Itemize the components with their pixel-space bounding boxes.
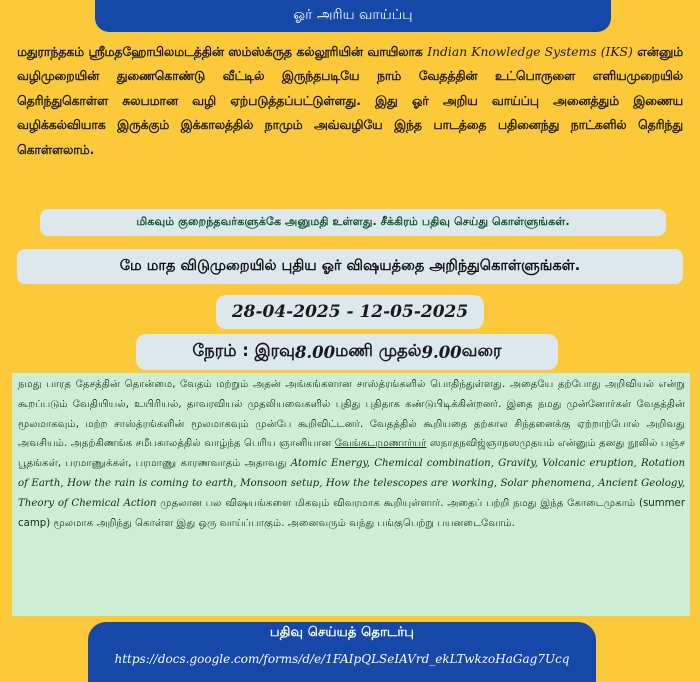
limited-seats-note: மிகவும் குறைந்தவர்களுக்கே அனுமதி உள்ளது. சீக்கிரம் பதிவு செய்து கொள்ளுங்கள். — [40, 209, 666, 236]
time-start: 8.00 — [294, 342, 336, 362]
banner-title: ஓர் அரிய வாய்ப்பு — [293, 7, 413, 23]
registration-title: பதிவு செய்யத் தொடர்பு — [269, 625, 415, 640]
description-box — [12, 373, 690, 616]
desc-text-4: மூலமாக அறிந்து கொள்ள இது ஒரு வாய்ப்பாகும். அனைவரும் வந்து பங்குபெற்று பயனடைவோம். — [50, 517, 515, 529]
time-line — [136, 334, 558, 370]
desc-topics: Atomic Energy, Chemical combination, Gravity, Volcanic eruption, Rotation of Earth, How the rain is coming to earth, Monsoon setup, How the telescopes are working, Solar phenomena, Ancient Geology, Theory of Chemical Action — [18, 458, 685, 509]
desc-author: வேங்கடரமணார்யர் — [334, 438, 427, 450]
intro-iks: Indian Knowledge Systems (IKS) — [427, 45, 633, 59]
time-mid: மணி முதல் — [335, 341, 422, 360]
top-banner — [95, 0, 611, 32]
registration-link[interactable]: https://docs.google.com/forms/d/e/1FAIpQLSeIAVrd_ekLTwkzoHaGag7Ucq — [114, 652, 570, 666]
intro-paragraph — [17, 40, 683, 162]
date-range: 28-04-2025 - 12-05-2025 — [216, 295, 484, 329]
time-end: 9.00 — [421, 342, 462, 362]
desc-text-3: முதலான பல விஷயங்களை மிகவும் விவரமாக கூறியுள்ளார். அதைப் பற்றி நமது இந்த கோடைமுகாம் — [156, 497, 639, 509]
intro-text-2: என்னும் வழிமுறையின் துணைகொண்டு வீட்டில் இருந்தபடியே நாம் வேதத்தின் உட்பொருளை எளியமுறையில் தெரிந்துகொள்ள சுலபமான வழி ஏற்படுத்தப்பட்டுள்ளது. இது ஓர் அறிய வாய்ப்பு அனைத்தும் இணைய வழிக்கல்வியாக இருக்கும் இக்காலத்தில் நாமும் அவ்வழியே இந்த பாடத்தை பதினைந்து நாட்களில் தெரிந்து கொள்ளலாம். — [17, 45, 683, 157]
time-tail: வரை — [461, 341, 502, 360]
may-holiday-line: மே மாத விடுமுறையில் புதிய ஓர் விஷயத்தை அறிந்துகொள்ளுங்கள். — [17, 249, 683, 284]
time-label: நேரம் : இரவு — [192, 341, 295, 360]
desc-camp: (summer camp) — [18, 497, 686, 529]
intro-text-1: மதுராந்தகம் ஸ்ரீமதஹோபிலமடத்தின் ஸம்ஸ்க்ருத கல்லூரியின் வாயிலாக — [17, 45, 428, 59]
registration-banner — [88, 622, 596, 682]
desc-text-1: நமது பாரத தேசத்தின் தொன்மை, வேதம் மற்றும் அதன் அங்கங்களான சாஸ்த்ரங்களில் பொதிந்துள்ளது. அதையே தற்போது அறிவியல் என்று கூறப்படும் வேதியியல், உயிரியல், தாவரவியல் முதலியவைகளில் புதிது புதிதாக கண்டுபிடிக்கின்றனர். இதை நமது முன்னோர்கள் வேதத்தின் மூலமாகவும், மற்ற சாஸ்த்ரங்களின் மூலமாகவும் முன்பே கூறிவிட்டனர். வேதத்தில் கூறியதை தற்கால சிந்தனைக்கு ஏற்றாற்போல் அறிவது அவசியம். அதற்கிணங்க சமீபகாலத்தில் வாழ்ந்த பெரிய ஞானியான — [18, 379, 685, 450]
desc-text-2: ஸநாதநவிஜ்ஞாநஸமுதயம் என்னும் தனது நூலில் பஞ்ச பூதங்கள், பரமாணுக்கள், பரமாணு காரணவாதம் அதாவது — [18, 438, 685, 470]
